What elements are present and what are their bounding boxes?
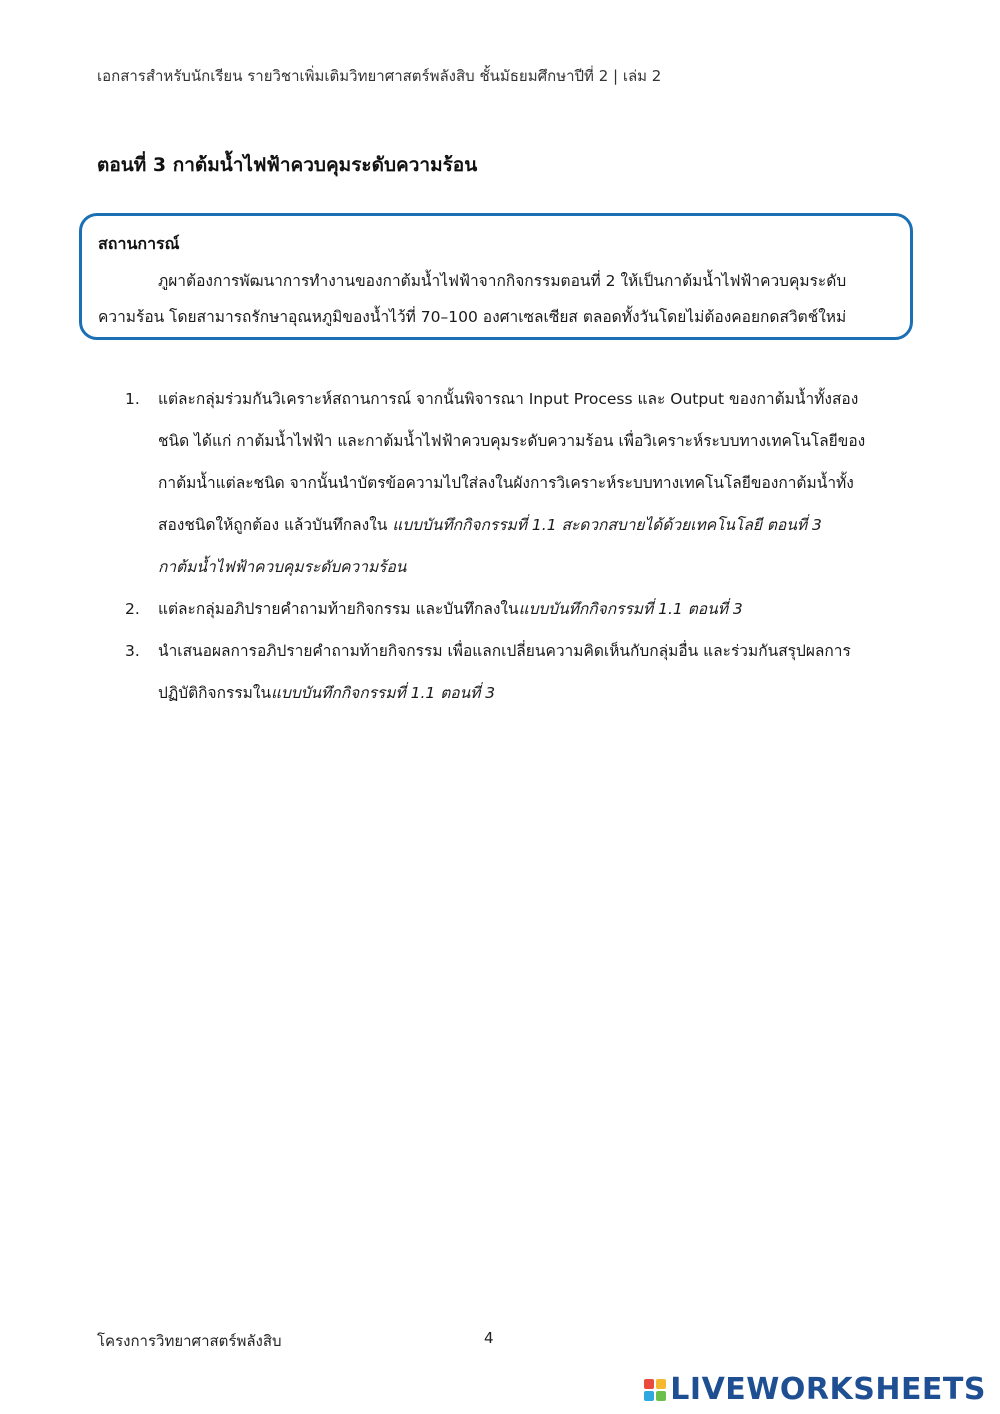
logo-square [656, 1391, 666, 1401]
liveworksheets-logo-icon [644, 1379, 666, 1401]
worksheet-reference: แบบบันทึกกิจกรรมที่ 1.1 ตอนที่ 3 [518, 600, 743, 618]
logo-square [656, 1379, 666, 1389]
item-text-line: ชนิด ได้แก่ กาต้มน้ำไฟฟ้า และกาต้มน้ำไฟฟ้าควบคุมระดับความร้อน เพื่อวิเคราะห์ระบบทางเทคโนโลยีของ [158, 432, 866, 450]
item-text-line: แต่ละกลุ่มร่วมกันวิเคราะห์สถานการณ์ จากนั้นพิจารณา Input Process และ Output ของกาต้มน้ำทั้งสอง [158, 390, 859, 408]
item-number: 3. [125, 642, 140, 660]
item-text-line [125, 588, 905, 630]
scenario-text-line: ภูผาต้องการพัฒนาการทำงานของกาต้มน้ำไฟฟ้าจากกิจกรรมตอนที่ 2 ให้เป็นกาต้มน้ำไฟฟ้าควบคุมระดับ [158, 272, 847, 290]
item-text-plain: ปฏิบัติกิจกรรมใน [158, 684, 272, 702]
scenario-text-line: ความร้อน โดยสามารถรักษาอุณหภูมิของน้ำไว้ที่ 70–100 องศาเซลเซียส ตลอดทั้งวันโดยไม่ต้องคอยกดสวิตช์ใหม่ [98, 308, 847, 326]
scenario-box [79, 213, 913, 340]
watermark-text: LIVEWORKSHEETS [670, 1372, 986, 1407]
page-number: 4 [484, 1329, 494, 1347]
item-text-line [125, 546, 905, 588]
instruction-item-2 [125, 588, 905, 630]
section-title: ตอนที่ 3 กาต้มน้ำไฟฟ้าควบคุมระดับความร้อน [97, 154, 478, 176]
worksheet-reference: กาต้มน้ำไฟฟ้าควบคุมระดับความร้อน [158, 558, 407, 576]
item-text-line: กาต้มน้ำแต่ละชนิด จากนั้นนำบัตรข้อความไปใส่ลงในผังการวิเคราะห์ระบบทางเทคโนโลยีของกาต้มน้ำทั้ง [158, 474, 854, 492]
instruction-list [125, 378, 905, 714]
scenario-heading: สถานการณ์ [98, 234, 180, 253]
footer-project-name: โครงการวิทยาศาสตร์พลังสิบ [97, 1332, 282, 1350]
instruction-item-1 [125, 378, 905, 588]
item-text-line [125, 504, 905, 546]
liveworksheets-watermark [644, 1372, 986, 1407]
item-number: 2. [125, 600, 140, 618]
item-text-line: นำเสนอผลการอภิปรายคำถามท้ายกิจกรรม เพื่อแลกเปลี่ยนความคิดเห็นกับกลุ่มอื่น และร่วมกันสรุปผลการ [158, 642, 851, 660]
worksheet-reference: แบบบันทึกกิจกรรมที่ 1.1 ตอนที่ 3 [271, 684, 496, 702]
worksheet-reference: แบบบันทึกกิจกรรมที่ 1.1 สะดวกสบายได้ด้วยเทคโนโลยี ตอนที่ 3 [392, 516, 822, 534]
document-header: เอกสารสำหรับนักเรียน รายวิชาเพิ่มเติมวิทยาศาสตร์พลังสิบ ชั้นมัธยมศึกษาปีที่ 2 | เล่ม 2 [97, 67, 662, 85]
item-number: 1. [125, 390, 140, 408]
instruction-item-3 [125, 630, 905, 714]
item-text-plain: สองชนิดให้ถูกต้อง แล้วบันทึกลงใน [158, 516, 393, 534]
item-text-plain: แต่ละกลุ่มอภิปรายคำถามท้ายกิจกรรม และบันทึกลงใน [158, 600, 519, 618]
item-text-line [125, 672, 905, 714]
logo-square [644, 1379, 654, 1389]
logo-square [644, 1391, 654, 1401]
